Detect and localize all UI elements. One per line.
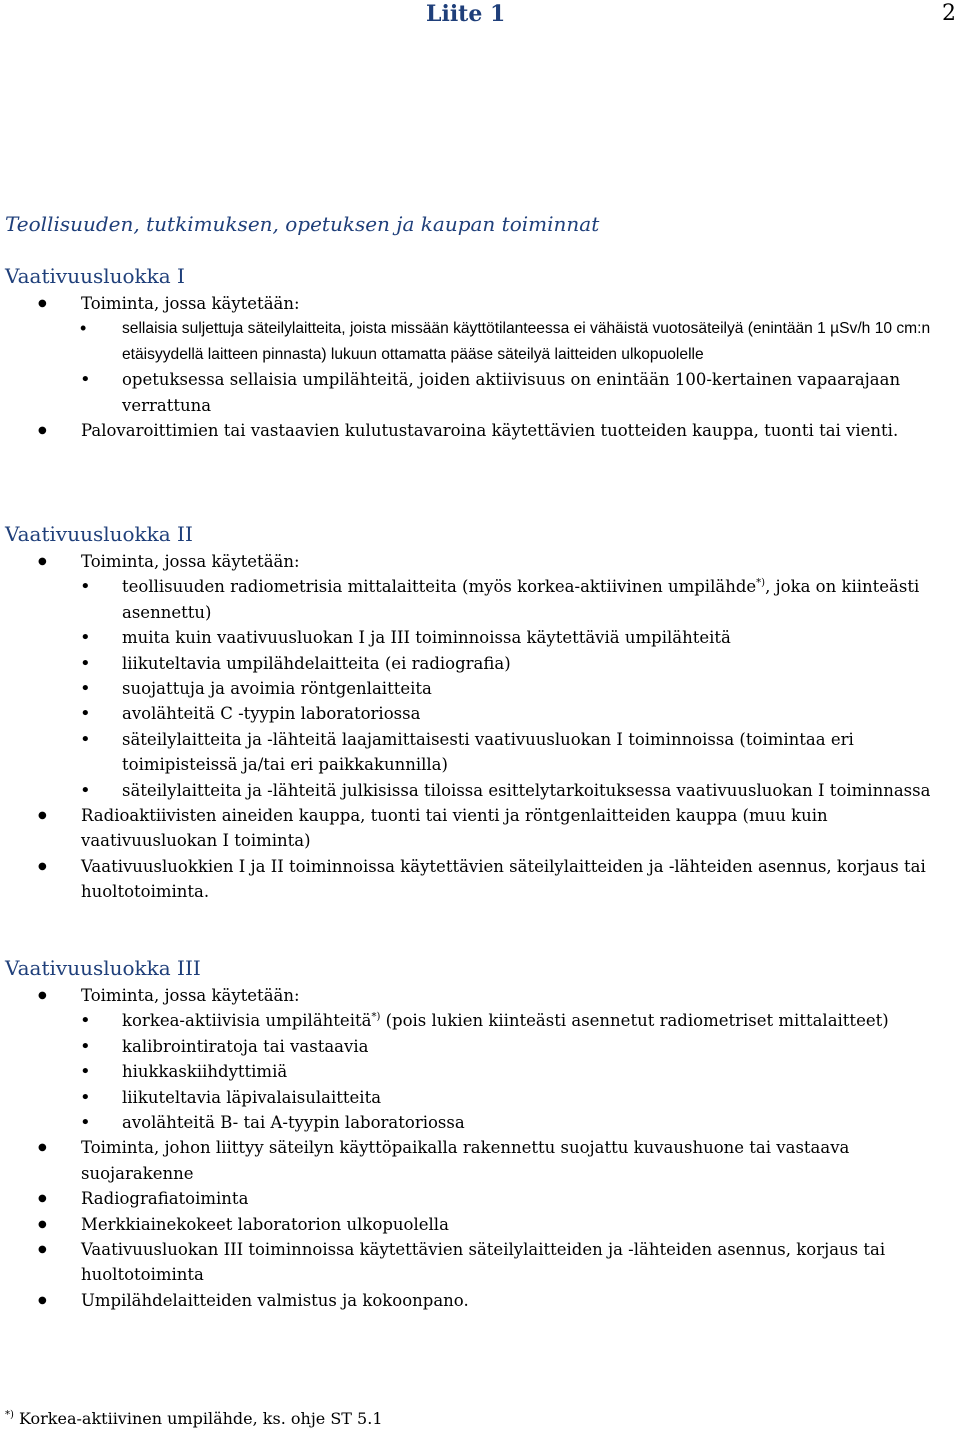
item-text: korkea-aktiivisia umpilähteitä — [122, 1011, 372, 1031]
header-title: Liite 1 — [426, 1, 506, 27]
class3-list — [0, 983, 960, 1313]
class3-title: Vaativuusluokka III — [5, 956, 201, 980]
list-item: ● Palovaroittimien tai vastaavien kulutustavaroina käytettävien tuotteiden kauppa, tuonti tai vienti. — [0, 418, 957, 443]
sub-list-item: • liikuteltavia umpilähdelaitteita (ei radiografia) — [0, 651, 950, 676]
list-item: ● Toiminta, jossa käytetään: — [0, 983, 957, 1008]
item-text: teollisuuden radiometrisia mittalaitteita (myös korkea-aktiivinen umpilähde — [122, 577, 757, 597]
footnote-ref: *) — [756, 577, 766, 589]
sub-list-item — [0, 574, 950, 625]
list-item: ● Radioaktiivisten aineiden kauppa, tuonti tai vienti ja röntgenlaitteiden kauppa (muu kuin vaativuusluokan I toiminta) — [0, 803, 957, 854]
sub-list-item: • kalibrointiratoja tai vastaavia — [0, 1034, 950, 1059]
sub-list-item: • liikuteltavia läpivalaisulaitteita — [0, 1085, 950, 1110]
list-item: ● Toiminta, jossa käytetään: — [0, 291, 957, 316]
sub-list-item: • suojattuja ja avoimia röntgenlaitteita — [0, 676, 950, 701]
page-number: 2 — [942, 1, 956, 26]
footnote-marker: *) — [5, 1409, 14, 1421]
class2-list — [0, 549, 960, 905]
footnote-ref: *) — [371, 1011, 381, 1023]
footnote — [5, 1407, 383, 1431]
list-item: ● Merkkiainekokeet laboratorion ulkopuolella — [0, 1212, 957, 1237]
sub-list-item — [0, 1008, 950, 1033]
sub-list-item: • muita kuin vaativuusluokan I ja III toiminnoissa käytettäviä umpilähteitä — [0, 625, 950, 650]
list-item: ● Toiminta, jossa käytetään: — [0, 549, 957, 574]
list-item: ● Umpilähdelaitteiden valmistus ja kokoonpano. — [0, 1288, 957, 1313]
item-text: , joka on kiinteästi asennettu) — [122, 577, 920, 622]
list-item: ● Radiografiatoiminta — [0, 1186, 957, 1211]
sub-list-item: • opetuksessa sellaisia umpilähteitä, joiden aktiivisuus on enintään 100-kertainen vapaarajaan verrattuna — [0, 367, 950, 418]
sub-list-item: • säteilylaitteita ja -lähteitä julkisissa tiloissa esittelytarkoituksessa vaativuusluokan I toiminnassa — [0, 778, 950, 803]
sub-list-item: • säteilylaitteita ja -lähteitä laajamittaisesti vaativuusluokan I toiminnoissa (toimintaa eri toimipisteissä ja/tai eri paikkakunnilla) — [0, 727, 950, 778]
class1-title: Vaativuusluokka I — [5, 264, 185, 288]
sub-list-item: • sellaisia suljettuja säteilylaitteita, joista missään käyttötilanteessa ei vähäistä vuotosäteilyä (enintään 1 µSv/h 10 cm:n etäisyydellä laitteen pinnasta) lukuun ottamatta pääse säteilyä laitteiden ulkopuolelle — [0, 316, 950, 367]
class2-title: Vaativuusluokka II — [5, 522, 193, 546]
list-item: ● Toiminta, johon liittyy säteilyn käyttöpaikalla rakennettu suojattu kuvaushuone tai vastaava suojarakenne — [0, 1135, 957, 1186]
sub-list-item: • hiukkaskiihdyttimiä — [0, 1059, 950, 1084]
footnote-text: Korkea-aktiivinen umpilähde, ks. ohje ST 5.1 — [13, 1409, 383, 1428]
item-text: (pois lukien kiinteästi asennetut radiometriset mittalaitteet) — [380, 1011, 889, 1031]
sub-list-item: • avolähteitä B- tai A-tyypin laboratoriossa — [0, 1110, 950, 1135]
list-item: ● Vaativuusluokkien I ja II toiminnoissa käytettävien säteilylaitteiden ja -lähteiden asennus, korjaus tai huoltotoiminta. — [0, 854, 957, 905]
class1-list — [0, 291, 960, 443]
section-title: Teollisuuden, tutkimuksen, opetuksen ja kaupan toiminnat — [5, 212, 600, 236]
list-item: ● Vaativuusluokan III toiminnoissa käytettävien säteilylaitteiden ja -lähteiden asennus, korjaus tai huoltotoiminta — [0, 1237, 957, 1288]
sub-list-item: • avolähteitä C -tyypin laboratoriossa — [0, 701, 950, 726]
